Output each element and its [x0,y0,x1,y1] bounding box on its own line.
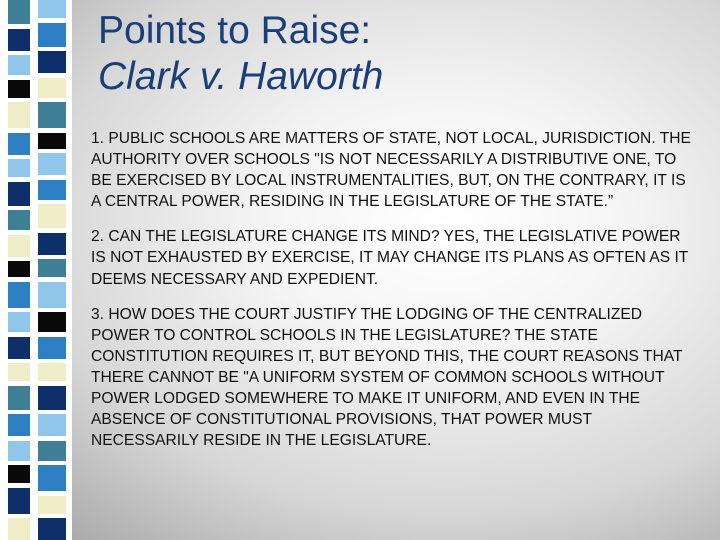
stripe-column-right [38,0,66,540]
stripe [8,261,30,277]
stripe [38,259,66,277]
slide-title [98,8,383,100]
stripe [38,102,66,128]
stripe [8,29,30,51]
stripe [8,518,30,540]
stripe [38,465,66,491]
stripe [8,80,30,98]
point-3: 3. HOW DOES THE COURT JUSTIFY THE LODGING OF THE CENTRALIZED POWER TO CONTROL SCHOOLS IN THE LEGISLATURE? THE STATE CONSTITUTION REQUIRES IT, BUT BEYOND THIS, THE COURT REASONS THAT THERE CANNOT BE "A UNIFORM SYSTEM OF COMMON SCHOOLS WITHOUT POWER LODGED SOMEWHERE TO MAKE IT UNIFORM, AND EVEN IN THE ABSENCE OF CONSTITUTIONAL PROVISIONS, THAT POWER MUST NECESSARILY RESIDE IN THE LEGISLATURE. [91,305,683,450]
stripe [8,337,30,359]
stripe [8,414,30,436]
stripe [38,282,66,308]
stripe [38,133,66,149]
stripe [8,55,30,75]
stripe [8,441,30,461]
stripe [38,23,66,47]
stripe [8,102,30,128]
stripe [8,363,30,381]
points-list [91,128,691,465]
stripe [8,182,30,206]
stripe [8,282,30,308]
stripe [8,0,30,24]
stripe [38,153,66,175]
decorative-stripe-bar [0,0,72,540]
stripe [8,312,30,332]
stripe [38,312,66,332]
stripe [38,180,66,200]
stripe [38,441,66,461]
point-2: 2. CAN THE LEGISLATURE CHANGE ITS MIND? YES, THE LEGISLATIVE POWER IS NOT EXHAUSTED BY EXERCISE, IT MAY CHANGE ITS PLANS AS OFTEN AS IT DEEMS NECESSARY AND EXPEDIENT. [91,228,689,288]
stripe [38,204,66,228]
stripe [8,133,30,155]
stripe [38,78,66,98]
stripe [8,488,30,514]
stripe [38,363,66,381]
stripe [8,465,30,483]
stripe [38,337,66,359]
stripe [38,386,66,410]
stripe [38,414,66,436]
stripe [8,159,30,177]
stripe-column-left [8,0,30,540]
title-line-2: Clark v. Haworth [98,55,384,98]
stripe [38,233,66,255]
stripe [38,0,66,18]
title-line-1: Points to Raise: [98,9,372,52]
point-1: 1. PUBLIC SCHOOLS ARE MATTERS OF STATE, NOT LOCAL, JURISDICTION. THE AUTHORITY OVER SCHOOLS "IS NOT NECESSARILY A DISTRIBUTIVE ONE, TO BE EXERCISED BY LOCAL INSTRUMENTALITIES, BUT, ON THE CONTRARY, IT IS A CENTRAL POWER, RESIDING IN THE LEGISLATURE OF THE STATE.” [91,130,691,211]
stripe [38,51,66,73]
stripe [8,210,30,230]
stripe [38,518,66,540]
stripe [38,496,66,514]
stripe [8,386,30,410]
stripe [8,235,30,257]
